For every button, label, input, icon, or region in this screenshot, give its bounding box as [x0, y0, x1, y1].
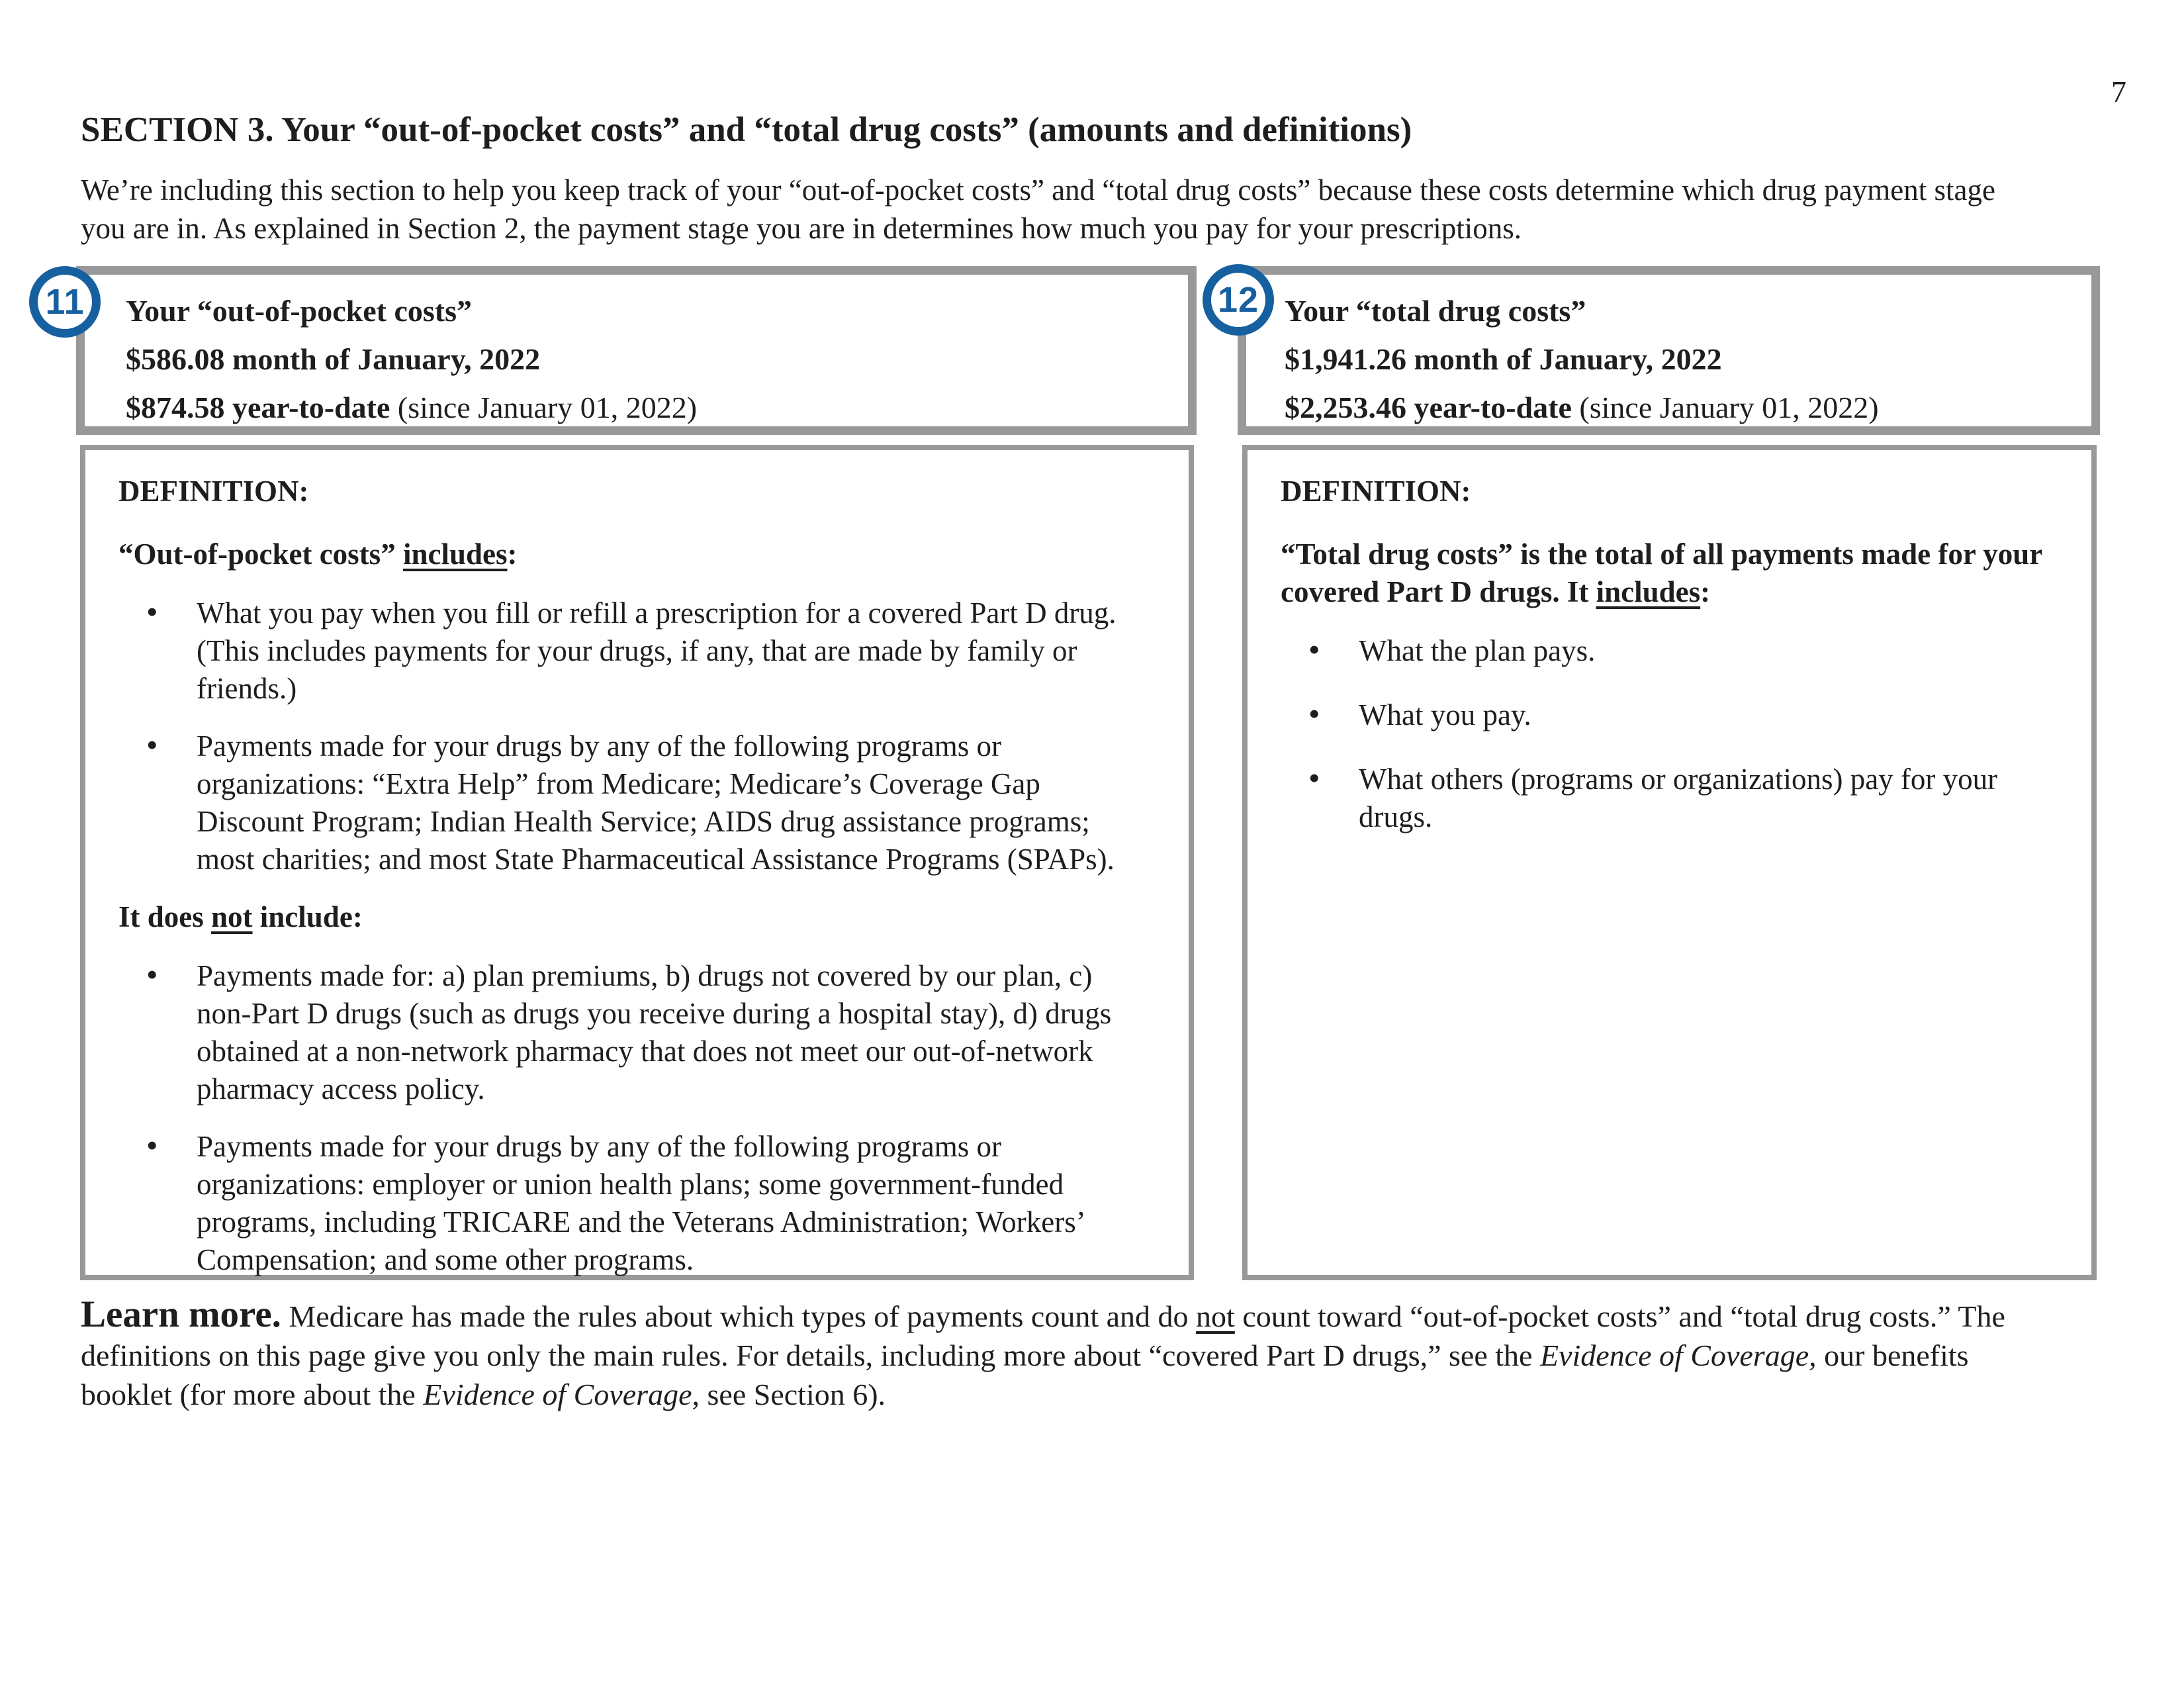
- callout-11-badge: [29, 266, 101, 338]
- oop-ytd-note: (since January 01, 2022): [390, 391, 698, 424]
- oop-month-amount: $586.08 month of January, 2022: [126, 342, 541, 376]
- total-ytd-line: [1285, 383, 2078, 432]
- total-summary-box: [1238, 266, 2100, 435]
- bullet-text: What the plan pays.: [1359, 634, 1596, 667]
- oop-excludes-suffix: include:: [252, 900, 363, 933]
- oop-includes-word: includes: [402, 538, 508, 571]
- bullet-icon: [146, 593, 158, 632]
- oop-includes-list: [118, 594, 1165, 878]
- oop-summary-box: [76, 266, 1197, 435]
- list-item: [118, 957, 1118, 1108]
- section-title: SECTION 3. Your “out-of-pocket costs” and “total drug costs” (amounts and definitions): [81, 111, 1412, 149]
- learn-more-seg3: our benefits booklet (for more about the: [81, 1338, 1969, 1411]
- total-definition-box: [1242, 445, 2097, 1280]
- list-item: [1281, 761, 2015, 836]
- bullet-icon: [1308, 695, 1320, 734]
- section-intro: We’re including this section to help you keep track of your “out-of-pocket costs” and “total drug costs” because these costs determine which drug payment stage you are in. As explained in Section 2, the payment stage you are in determines how much you pay for your prescriptions.: [81, 173, 1995, 245]
- bullet-text: What others (programs or organizations) pay for your drugs.: [1359, 763, 1998, 833]
- oop-includes-intro: [118, 536, 1165, 573]
- total-includes-intro: [1281, 536, 2068, 611]
- learn-more-seg2: count toward “out-of-pocket costs” and “total drug costs.” The definitions on this page give you only the main rules. For details, including more about “covered Part D drugs,” see the: [81, 1299, 2005, 1372]
- total-includes-list: [1281, 632, 2068, 836]
- total-month-amount: $1,941.26 month of January, 2022: [1285, 342, 1722, 376]
- evidence-of-coverage-italic: Evidence of Coverage,: [1539, 1338, 1817, 1372]
- total-includes-word: includes: [1596, 575, 1701, 608]
- callout-12-badge: [1203, 264, 1274, 336]
- list-item: [1281, 696, 2015, 734]
- evidence-of-coverage-italic: Evidence of Coverage,: [423, 1378, 700, 1411]
- oop-definition-heading: DEFINITION:: [118, 475, 309, 508]
- oop-excludes-word: not: [211, 900, 253, 933]
- bullet-text: What you pay.: [1359, 698, 1531, 731]
- oop-includes-suffix: :: [507, 538, 518, 571]
- bullet-text: What you pay when you fill or refill a prescription for a covered Part D drug. (This includes payments for your drugs, if any, that are made by family or friends.): [197, 596, 1116, 705]
- total-ytd-amount: $2,253.46 year-to-date: [1285, 391, 1572, 424]
- total-includes-prefix: “Total drug costs” is the total of all payments made for your covered Part D drugs. It: [1281, 538, 2042, 608]
- total-ytd-note: (since January 01, 2022): [1571, 391, 1879, 424]
- oop-excludes-prefix: It does: [118, 900, 212, 933]
- oop-definition-box: [80, 445, 1194, 1280]
- list-item: [118, 1128, 1118, 1279]
- oop-ytd-line: [126, 383, 1175, 432]
- oop-excludes-list: [118, 957, 1165, 1279]
- oop-ytd-amount: $874.58 year-to-date: [126, 391, 390, 424]
- callout-12-number: 12: [1217, 280, 1259, 320]
- bullet-icon: [1308, 759, 1320, 798]
- oop-includes-prefix: “Out-of-pocket costs”: [118, 538, 403, 571]
- bullet-icon: [146, 1127, 158, 1166]
- learn-more-paragraph: [81, 1295, 2017, 1414]
- callout-11-number: 11: [45, 282, 85, 322]
- page-number: 7: [2111, 75, 2126, 109]
- oop-box-title: Your “out-of-pocket costs”: [126, 294, 473, 328]
- total-definition-heading: DEFINITION:: [1281, 475, 1471, 508]
- learn-more-seg4: see Section 6).: [700, 1378, 886, 1411]
- learn-more-lead: Learn more.: [81, 1293, 281, 1335]
- oop-excludes-intro: [118, 898, 1165, 936]
- bullet-icon: [146, 726, 158, 765]
- list-item: [1281, 632, 2015, 670]
- learn-more-seg1: Medicare has made the rules about which types of payments count and do: [281, 1299, 1197, 1333]
- bullet-icon: [146, 956, 158, 995]
- total-includes-suffix: :: [1700, 575, 1711, 608]
- list-item: [118, 594, 1118, 708]
- bullet-text: Payments made for your drugs by any of the following programs or organizations: employer or union health plans; some government-funded programs, including TRICARE and the Veterans Administration; Workers’ Compensation; and some other programs.: [197, 1130, 1084, 1276]
- bullet-text: Payments made for your drugs by any of the following programs or organizations: “Extra Help” from Medicare; Medicare’s Coverage Gap Discount Program; Indian Health Service; AIDS drug assistance programs; most charities; and most State Pharmaceutical Assistance Programs (SPAPs).: [197, 729, 1115, 876]
- list-item: [118, 727, 1118, 878]
- total-box-title: Your “total drug costs”: [1285, 294, 1586, 328]
- learn-more-not: not: [1196, 1299, 1235, 1333]
- bullet-text: Payments made for: a) plan premiums, b) drugs not covered by our plan, c) non-Part D drugs (such as drugs you receive during a hospital stay), d) drugs obtained at a non-network pharmacy that does not meet our out-of-network pharmacy access policy.: [197, 959, 1112, 1105]
- bullet-icon: [1308, 631, 1320, 670]
